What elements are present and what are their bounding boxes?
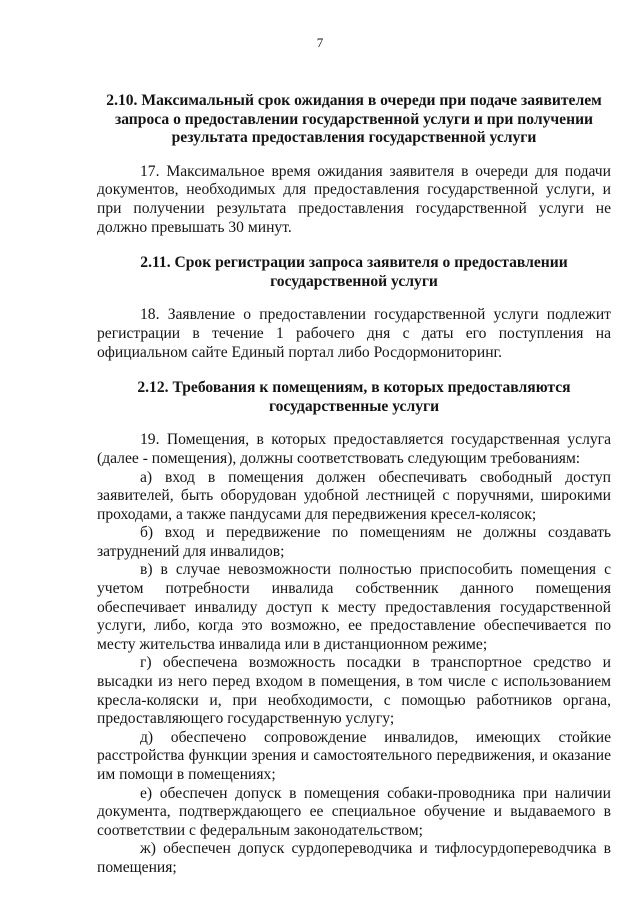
list-item-d: д) обеспечено сопровождение инвалидов, имеющих стойкие расстройства функции зрения и самостоятельного передвижения, и оказание им помощи в помещениях; — [97, 728, 611, 783]
list-item-zh: ж) обеспечен допуск сурдопереводчика и тифлосурдопереводчика в помещения; — [97, 840, 611, 876]
page-number: 7 — [316, 35, 324, 50]
paragraph-18: 18. Заявление о предоставлении государственной услуги подлежит регистрации в течение 1 рабочего дня с даты его поступления на официальном сайте Единый портал либо Росдормониторинг. — [97, 306, 611, 361]
list-item-g: г) обеспечена возможность посадки в транспортное средство и высадки из него перед входом в помещения, в том числе с использованием кресла-коляски и, при необходимости, с помощью работников органа, предоставляющего государственную услугу; — [97, 654, 611, 728]
paragraph-17: 17. Максимальное время ожидания заявителя в очереди для подачи документов, необходимых для предоставления государственной услуги, и при получении результата предоставления государственной услуги не должно превышать 30 минут. — [97, 162, 611, 236]
section-2-12-heading: 2.12. Требования к помещениям, в которых предоставляются государственные услуги — [137, 379, 571, 415]
section-2-10-heading: 2.10. Максимальный срок ожидания в очереди при подаче заявителем запроса о предоставлении государственной услуги и при получении результата предоставления государственной услуги — [106, 92, 602, 147]
list-item-e: е) обеспечен допуск в помещения собаки-проводника при наличии документа, подтверждающего ее специальное обучение и выдаваемого в соответствии с федеральным законодательством; — [97, 784, 611, 839]
list-item-v: в) в случае невозможности полностью приспособить помещения с учетом потребности инвалида собственник данного помещения обеспечивает инвалиду доступ к месту предоставления государственной услуги, либо, когда это возможно, ее предоставление обеспечивается по месту жительства инвалида или в дистанционном режиме; — [97, 561, 611, 653]
list-item-b: б) вход и передвижение по помещениям не должны создавать затруднений для инвалидов; — [97, 524, 611, 560]
section-2-11-heading: 2.11. Срок регистрации запроса заявителя о предоставлении государственной услуги — [140, 254, 568, 290]
document-body — [97, 92, 611, 878]
list-item-a: а) вход в помещения должен обеспечивать свободный доступ заявителей, быть оборудован удобной лестницей с поручнями, широкими проходами, а также пандусами для передвижения кресел-колясок; — [97, 468, 611, 523]
paragraph-19-intro: 19. Помещения, в которых предоставляется государственная услуга (далее - помещения), должны соответствовать следующим требованиям: — [97, 431, 611, 467]
